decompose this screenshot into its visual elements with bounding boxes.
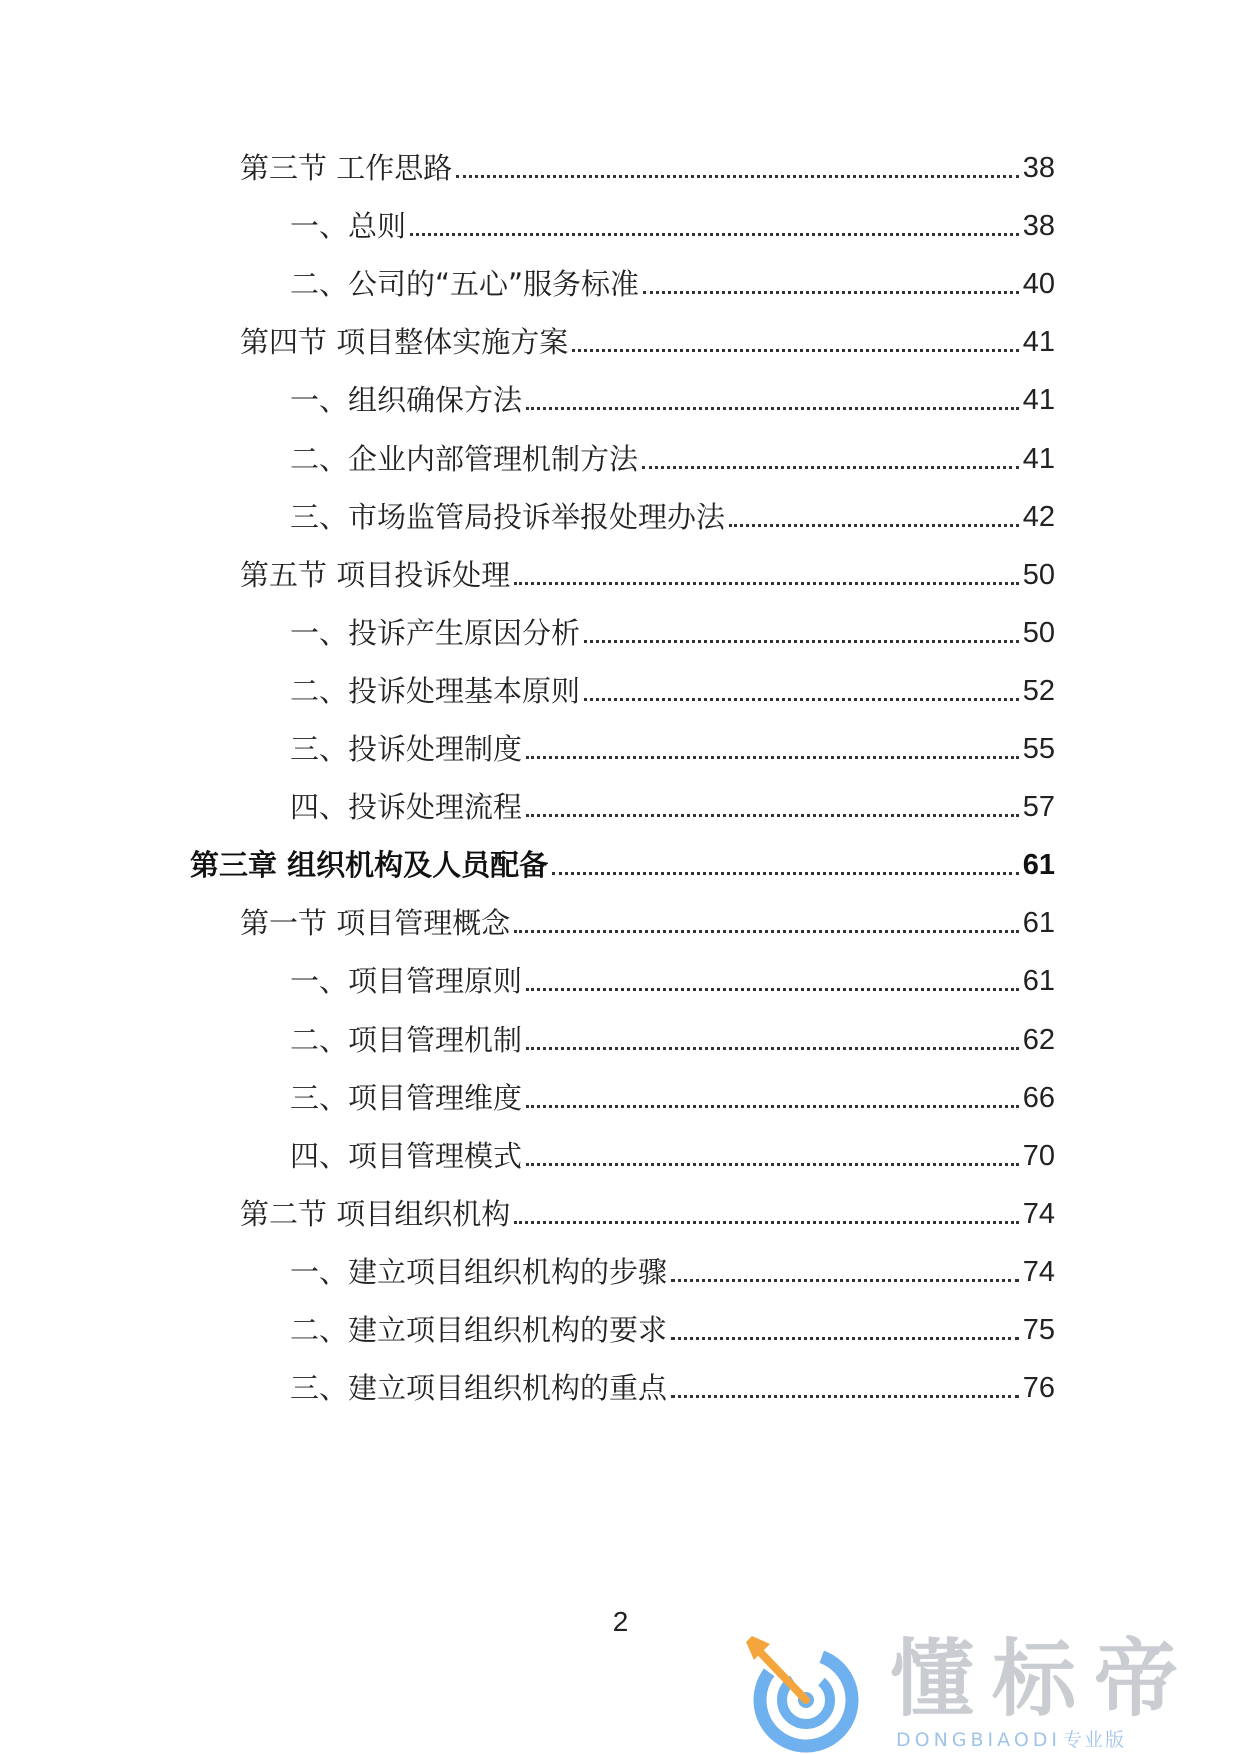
toc-entry[interactable] (290, 613, 1055, 653)
toc-entry[interactable] (290, 1252, 1055, 1292)
toc-dot-leader (526, 1105, 1019, 1108)
toc-entry-title: 二、企业内部管理机制方法 (290, 442, 639, 476)
toc-entry-page: 41 (1022, 326, 1055, 358)
toc-dot-leader (526, 1163, 1019, 1166)
toc-entry-page: 41 (1022, 384, 1055, 416)
toc-entry[interactable] (290, 206, 1055, 246)
toc-dot-leader (456, 175, 1019, 178)
toc-entry-title: 一、组织确保方法 (290, 383, 523, 417)
toc-entry-title: 三、建立项目组织机构的重点 (290, 1371, 668, 1405)
toc-entry-title: 三、投诉处理制度 (290, 732, 523, 766)
toc-entry[interactable] (240, 555, 1055, 595)
toc-entry-page: 61 (1022, 965, 1055, 997)
toc-entry[interactable] (290, 380, 1055, 420)
toc-entry-title: 第四节 项目整体实施方案 (240, 325, 569, 359)
toc-entry-title: 二、公司的“五心”服务标准 (290, 267, 640, 301)
toc-entry[interactable] (290, 1310, 1055, 1350)
toc-entry[interactable] (290, 671, 1055, 711)
toc-entry-page: 76 (1022, 1372, 1055, 1404)
toc-entry-page: 50 (1022, 559, 1055, 591)
toc-dot-leader (671, 1395, 1019, 1398)
toc-dot-leader (526, 814, 1019, 817)
toc-entry[interactable] (290, 729, 1055, 769)
toc-entry-title: 第二节 项目组织机构 (240, 1197, 511, 1231)
toc-entry[interactable] (290, 497, 1055, 537)
toc-entry[interactable] (190, 845, 1055, 885)
toc-dot-leader (671, 1279, 1019, 1282)
toc-entry-page: 38 (1022, 152, 1055, 184)
toc-entry[interactable] (240, 1194, 1055, 1234)
toc-dot-leader (526, 756, 1019, 759)
toc-entry[interactable] (240, 903, 1055, 943)
toc-entry[interactable] (290, 1368, 1055, 1408)
toc-entry-page: 62 (1022, 1024, 1055, 1056)
toc-entry-page: 55 (1022, 733, 1055, 765)
toc-dot-leader (729, 524, 1019, 527)
toc-dot-leader (526, 1047, 1019, 1050)
toc-entry-title: 三、市场监管局投诉举报处理办法 (290, 500, 726, 534)
toc-entry-title: 第三节 工作思路 (240, 151, 453, 185)
toc-entry-title: 一、总则 (290, 209, 407, 243)
toc-dot-leader (552, 872, 1019, 875)
toc-entry-title: 一、建立项目组织机构的步骤 (290, 1255, 668, 1289)
toc-entry[interactable] (290, 1020, 1055, 1060)
toc-entry-page: 75 (1022, 1314, 1055, 1346)
toc-entry[interactable] (290, 1136, 1055, 1176)
toc-entry-page: 41 (1022, 443, 1055, 475)
watermark-latin-text: DONGBIAODI (896, 1729, 1062, 1751)
toc-entry-page: 57 (1022, 791, 1055, 823)
toc-entry-page: 70 (1022, 1140, 1055, 1172)
toc-dot-leader (642, 466, 1019, 469)
brand-watermark (740, 1630, 1220, 1750)
toc-dot-leader (671, 1337, 1019, 1340)
toc-dot-leader (584, 698, 1019, 701)
toc-entry-page: 50 (1022, 617, 1055, 649)
toc-entry-title: 一、项目管理原则 (290, 964, 523, 998)
toc-dot-leader (526, 407, 1019, 410)
toc-entry-page: 74 (1022, 1198, 1055, 1230)
toc-dot-leader (572, 349, 1019, 352)
toc-entry-page: 66 (1022, 1082, 1055, 1114)
toc-entry-page: 52 (1022, 675, 1055, 707)
toc-entry[interactable] (290, 264, 1055, 304)
toc-entry-title: 第五节 项目投诉处理 (240, 558, 511, 592)
toc-entry[interactable] (290, 961, 1055, 1001)
toc-entry[interactable] (290, 439, 1055, 479)
toc-entry-page: 61 (1022, 849, 1055, 881)
watermark-brand-text: 懂标帝 (890, 1630, 1197, 1728)
toc-entry-page: 61 (1022, 907, 1055, 939)
toc-dot-leader (643, 291, 1019, 294)
toc-entry-title: 四、项目管理模式 (290, 1139, 523, 1173)
toc-entry-title: 二、投诉处理基本原则 (290, 674, 581, 708)
toc-entry-page: 74 (1022, 1256, 1055, 1288)
toc-entry-page: 38 (1022, 210, 1055, 242)
toc-entry-title: 二、建立项目组织机构的要求 (290, 1313, 668, 1347)
toc-dot-leader (514, 930, 1019, 933)
toc-dot-leader (526, 988, 1019, 991)
toc-entry[interactable] (290, 1078, 1055, 1118)
toc-entry[interactable] (240, 322, 1055, 362)
toc-entry-title: 第三章 组织机构及人员配备 (190, 848, 549, 882)
toc-entry-title: 三、项目管理维度 (290, 1081, 523, 1115)
page-number: 2 (612, 1606, 629, 1637)
watermark-subtitle (896, 1730, 1126, 1750)
toc-dot-leader (410, 233, 1019, 236)
toc-entry-page: 42 (1022, 501, 1055, 533)
toc-entry-title: 第一节 项目管理概念 (240, 906, 511, 940)
toc-entry-title: 四、投诉处理流程 (290, 790, 523, 824)
toc-entry[interactable] (240, 148, 1055, 188)
toc-dot-leader (514, 1221, 1019, 1224)
watermark-tag-text: 专业版 (1063, 1729, 1127, 1751)
target-logo-icon (740, 1630, 870, 1754)
toc-entry[interactable] (290, 787, 1055, 827)
toc-entry-title: 二、项目管理机制 (290, 1023, 523, 1057)
toc-entry-page: 40 (1022, 268, 1055, 300)
toc-entry-title: 一、投诉产生原因分析 (290, 616, 581, 650)
toc-dot-leader (584, 640, 1019, 643)
toc-dot-leader (514, 582, 1019, 585)
